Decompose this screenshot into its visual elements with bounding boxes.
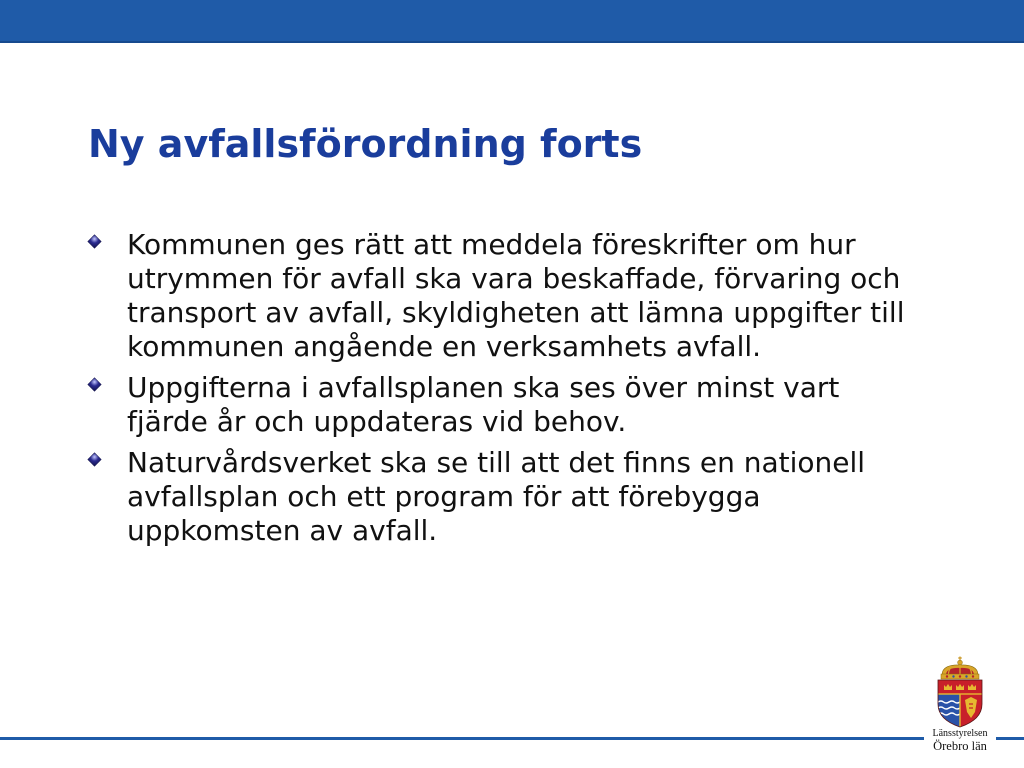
top-banner bbox=[0, 0, 1024, 43]
diamond-bullet-icon bbox=[88, 453, 101, 466]
slide-title: Ny avfallsförordning forts bbox=[88, 122, 643, 166]
logo-name-line2: Örebro län bbox=[933, 739, 987, 753]
bullet-item bbox=[127, 228, 1007, 364]
shield-icon bbox=[938, 680, 982, 728]
logo-name-line1: Länsstyrelsen bbox=[932, 728, 988, 739]
bullet-text-line: Uppgifterna i avfallsplanen ska ses över minst vart bbox=[127, 371, 840, 404]
bullet-list bbox=[127, 228, 1007, 548]
diamond-bullet-icon bbox=[88, 378, 101, 391]
footer-rule bbox=[0, 737, 1024, 740]
bullet-text-line: transport av avfall, skyldigheten att lämna uppgifter till bbox=[127, 296, 905, 329]
bullet-text-line: uppkomsten av avfall. bbox=[127, 514, 438, 547]
bullet-item bbox=[127, 446, 1007, 548]
bullet-text-line: fjärde år och uppdateras vid behov. bbox=[127, 405, 627, 438]
bullet-text-line: utrymmen för avfall ska vara beskaffade, förvaring och bbox=[127, 262, 901, 295]
crown-icon bbox=[941, 657, 979, 680]
bullet-text-line: Kommunen ges rätt att meddela föreskrifter om hur bbox=[127, 228, 856, 261]
bullet-text-line: Naturvårdsverket ska se till att det finns en nationell bbox=[127, 446, 866, 479]
diamond-bullet-icon bbox=[88, 235, 101, 248]
coat-of-arms-icon bbox=[924, 656, 996, 728]
bullet-text-line: kommunen angående en verksamhets avfall. bbox=[127, 330, 762, 363]
county-logo bbox=[924, 656, 996, 754]
bullet-item bbox=[127, 371, 1007, 439]
logo-wordmark bbox=[924, 728, 996, 753]
bullet-text-line: avfallsplan och ett program för att förebygga bbox=[127, 480, 761, 513]
